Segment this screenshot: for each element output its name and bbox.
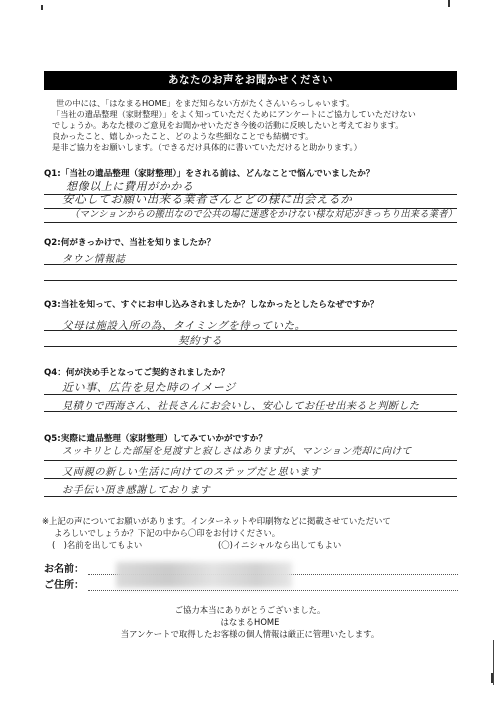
answer-line [44, 496, 457, 497]
answer-5-line-1: スッキリとした部屋を見渡すと寂しさはありますが、マンション売却に向けて [62, 446, 412, 457]
question-2: Q2:何がきっかけで、当社を知りましたか？ [44, 238, 216, 248]
answer-line [44, 330, 457, 331]
answer-line [44, 394, 457, 395]
answer-3-line-1: 父母は施設入所の為、タイミングを待っていた。 [62, 320, 306, 332]
answer-4-line-2: 見積りで西海さん、社長さんにお会いし、安心してお任せ出来ると判断した [62, 401, 420, 412]
scan-mark [493, 640, 500, 685]
option-initial[interactable]: (〇)イニシャルなら出してもよい [218, 540, 342, 550]
consent-line-2: よろしいでしょうか？下記の中から〇印をお付けください。 [54, 528, 281, 538]
answer-1-line-1: 想像以上に費用がかかる [66, 180, 194, 193]
answer-5-line-3: お手伝い頂き感謝しております [62, 485, 211, 496]
page-title: あなたのお声をお聞かせください [168, 74, 333, 86]
name-label: お名前： [44, 564, 84, 575]
intro-line: 良かったこと、嬉しかったこと、どのような些細なことでも結構です。 [52, 131, 314, 141]
answer-line [44, 460, 457, 461]
answer-line [44, 478, 457, 479]
answer-1-line-3: （マンションからの搬出なので公共の場に迷惑をかけない様な対応がきっちり出来る業者） [70, 209, 458, 220]
intro-line: 是非ご協力をお願いします。（できるだけ具体的に書いていただけると助かります。） [52, 142, 362, 152]
question-1: Q1:「当社の遺品整理（家財整理）」をされる前は、どんなことで悩んでいましたか？ [44, 169, 375, 179]
intro-line: でしょうか。あなた様のご意見をお聞かせいただき今後の活動に反映したいと考えております。 [52, 120, 404, 130]
answer-4-line-1: 近い事、広告を見た時のイメージ [62, 381, 236, 394]
question-5: Q5:実際に遺品整理（家財整理）してみていかがですか？ [44, 434, 267, 444]
intro-line: 「当社の遺品整理（家財整理）」をよく知っていただくためにアンケートにご協力していただけない [52, 109, 416, 119]
answer-1-line-2: 安心してお願い出来る業者さんとどの様に出会えるか [62, 192, 353, 206]
scan-mark [448, 0, 450, 7]
consent-line-1: ※上記の声についてお願いがあります。インターネットや印刷物などに掲載させていただいて [42, 516, 391, 526]
address-redacted-blur [116, 562, 292, 588]
question-4: Q4：何が決め手となってご契約されましたか？ [44, 368, 230, 378]
answer-line [44, 222, 457, 223]
answer-5-line-2: 又両親の新しい生活に向けてのステップだと思います [62, 467, 321, 478]
answer-3-line-2: 契約する [178, 335, 223, 347]
address-field-line [88, 590, 458, 591]
question-3: Q3:当社を知って、すぐにお申し込みされましたか？しなかったとしたらなぜですか？ [44, 300, 379, 310]
answer-line [44, 280, 457, 281]
address-label: ご住所： [44, 580, 84, 591]
answer-line [44, 411, 457, 412]
header-bar [44, 71, 457, 90]
answer-line [44, 346, 457, 347]
intro-line: 世の中には、「はなまるHOME」をまだ知らない方がたくさんいらっしゃいます。 [56, 98, 355, 108]
answer-line [44, 264, 457, 265]
footer-company: はなまるHOME [220, 617, 280, 627]
scan-mark [41, 5, 43, 10]
footer-thanks: ご協力本当にありがとうございました。 [174, 605, 326, 615]
footer-privacy: 当アンケートで取得したお客様の個人情報は厳正に管理いたします。 [120, 629, 380, 639]
option-name[interactable]: ( )名前を出してもよい [52, 540, 143, 550]
answer-2-line-1: タウン情報誌 [62, 254, 126, 265]
